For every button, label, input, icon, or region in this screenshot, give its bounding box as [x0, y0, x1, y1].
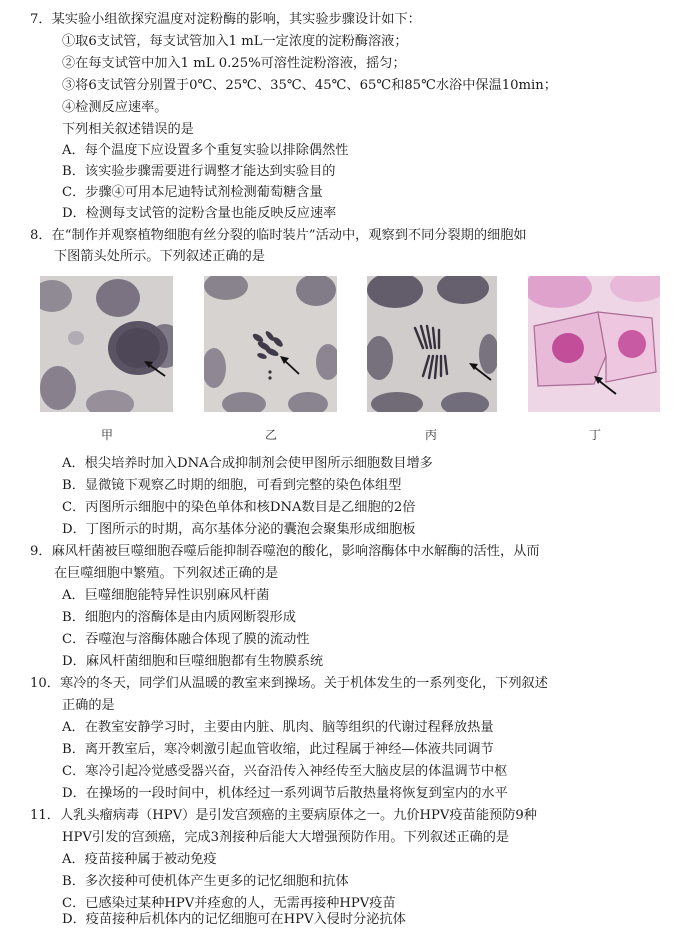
q10-option-d: D．在操场的一段时间中，机体经过一系列调节后散热量将恢复到室内的水平 — [62, 786, 508, 801]
q7-option-c: C．步骤④可用本尼迪特试剂检测葡萄糖含量 — [62, 185, 323, 200]
micrograph-yi — [204, 276, 337, 412]
q8-stem-line-2: 下图箭头处所示。下列叙述正确的是 — [54, 249, 265, 264]
q7-option-a: A．每个温度下应设置多个重复实验以排除偶然性 — [62, 143, 349, 158]
q7-step-3: ③将6支试管分别置于0℃、25℃、35℃、45℃、65℃和85℃水浴中保温10min； — [62, 78, 557, 93]
q9-option-c: C．吞噬泡与溶酶体融合体现了膜的流动性 — [62, 632, 310, 647]
q9-stem-line-2: 在巨噬细胞中繁殖。下列叙述正确的是 — [54, 566, 279, 581]
micrograph-jia — [40, 276, 173, 412]
q9-option-b: B．细胞内的溶酶体是由内质网断裂形成 — [62, 610, 296, 625]
q8-stem-line-1: 8．在“制作并观察植物细胞有丝分裂的临时装片”活动中，观察到不同分裂期的细胞如 — [30, 228, 527, 243]
q7-stem: 7．某实验小组欲探究温度对淀粉酶的影响，其实验步骤设计如下： — [30, 12, 421, 27]
q8-option-c: C．丙图所示细胞中的染色单体和核DNA数目是乙细胞的2倍 — [62, 500, 416, 515]
q10-option-b: B．离开教室后，寒冷刺激引起血管收缩，此过程属于神经—体液共同调节 — [62, 742, 494, 757]
caption-bing: 丙 — [424, 428, 437, 442]
q10-option-a: A．在教室安静学习时，主要由内脏、肌肉、脑等组织的代谢过程释放热量 — [62, 720, 494, 735]
caption-yi: 乙 — [264, 428, 277, 442]
q11-stem-line-1: 11．人乳头瘤病毒（HPV）是引发宫颈癌的主要病原体之一。九价HPV疫苗能预防9种 — [30, 808, 537, 823]
caption-ding: 丁 — [588, 428, 601, 442]
q9-option-a: A．巨噬细胞能特异性识别麻风杆菌 — [62, 588, 270, 603]
micrograph-bing — [367, 276, 497, 412]
micrograph-ding — [528, 276, 660, 412]
q8-option-b: B．显微镜下观察乙时期的细胞，可看到完整的染色体组型 — [62, 478, 402, 493]
q9-option-d: D．麻风杆菌细胞和巨噬细胞都有生物膜系统 — [62, 654, 324, 669]
q8-option-d: D．丁图所示的时期，高尔基体分泌的囊泡会聚集形成细胞板 — [62, 522, 416, 537]
q11-option-b: B．多次接种可使机体产生更多的记忆细胞和抗体 — [62, 874, 349, 889]
q7-step-1: ①取6支试管，每支试管加入1 mL一定浓度的淀粉酶溶液； — [62, 34, 408, 49]
q11-option-d: D．疫苗接种后机体内的记忆细胞可在HPV入侵时分泌抗体 — [62, 912, 406, 927]
q7-step-4: ④检测反应速率。 — [62, 100, 168, 115]
q7-prompt: 下列相关叙述错误的是 — [62, 122, 194, 137]
q9-stem-line-1: 9．麻风杆菌被巨噬细胞吞噬后能抑制吞噬泡的酸化，影响溶酶体中水解酶的活性，从而 — [30, 544, 540, 559]
q10-stem-line-1: 10．寒冷的冬天，同学们从温暖的教室来到操场。关于机体发生的一系列变化，下列叙述 — [30, 676, 548, 691]
q11-stem-line-2: HPV引发的宫颈癌，完成3剂接种后能大大增强预防作用。下列叙述正确的是 — [62, 830, 510, 845]
q7-option-b: B．该实验步骤需要进行调整才能达到实验目的 — [62, 164, 336, 179]
q7-option-d: D．检测每支试管的淀粉含量也能反映反应速率 — [62, 206, 337, 221]
q10-stem-line-2: 正确的是 — [62, 698, 115, 713]
q10-option-c: C．寒冷引起冷觉感受器兴奋，兴奋沿传入神经传至大脑皮层的体温调节中枢 — [62, 764, 508, 779]
q8-option-a: A．根尖培养时加入DNA合成抑制剂会使甲图所示细胞数目增多 — [62, 456, 433, 471]
q11-option-a: A．疫苗接种属于被动免疫 — [62, 852, 217, 867]
q7-step-2: ②在每支试管中加入1 mL 0.25%可溶性淀粉溶液，摇匀； — [62, 56, 406, 71]
q11-option-c: C．已感染过某种HPV并痊愈的人，无需再接种HPV疫苗 — [62, 896, 396, 911]
caption-jia: 甲 — [100, 428, 113, 442]
